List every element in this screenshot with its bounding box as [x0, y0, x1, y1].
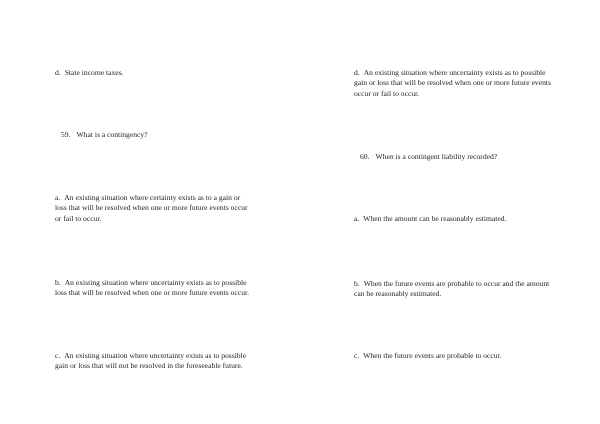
- option-text-line: gain or loss that will not be resolved in the foreseeable future.: [55, 361, 243, 371]
- option-text-line: An existing situation where uncertainty exists as to possible: [64, 278, 247, 287]
- left-option-d: [55, 68, 124, 78]
- question-number: 59.: [61, 130, 71, 139]
- right-option-b: [354, 279, 549, 300]
- option-text-line: An existing situation where uncertainty exists as to possible: [363, 68, 546, 77]
- option-label: b.: [354, 279, 360, 288]
- right-option-d: [354, 68, 551, 99]
- option-text-line: gain or loss that will be resolved when one or more future events: [354, 78, 551, 88]
- right-option-c: [354, 351, 502, 361]
- option-label: a.: [354, 214, 360, 223]
- option-label: b.: [55, 278, 61, 287]
- option-label: d.: [55, 68, 61, 77]
- option-text: When the future events are probable to occur.: [363, 351, 502, 360]
- option-text-line: loss that will be resolved when one or more future events occur.: [55, 288, 250, 298]
- option-label: d.: [354, 68, 360, 77]
- question-60: [360, 152, 497, 162]
- option-text-line: occur or fail to occur.: [354, 88, 420, 98]
- option-label: c.: [55, 351, 61, 360]
- question-number: 60.: [360, 152, 370, 161]
- option-label: c.: [354, 351, 360, 360]
- option-text-line: can be reasonably estimated.: [354, 289, 442, 299]
- right-option-a: [354, 214, 506, 224]
- question-59: [61, 130, 148, 140]
- option-text-line: An existing situation where uncertainty exists as to possible: [64, 351, 247, 360]
- left-option-c: [55, 351, 246, 372]
- option-text: When the amount can be reasonably estimated.: [363, 214, 507, 223]
- option-label: a.: [55, 193, 61, 202]
- option-text-line: An existing situation where certainty exists as to a gain or: [64, 193, 241, 202]
- option-text-line: loss that will be resolved when one or more future events occur: [55, 203, 248, 213]
- question-text: What is a contingency?: [76, 130, 148, 139]
- option-text-line: or fail to occur.: [55, 213, 102, 223]
- option-text-line: When the future events are probable to occur and the amount: [363, 279, 550, 288]
- option-text: State income taxes.: [64, 68, 124, 77]
- left-option-a: [55, 193, 248, 224]
- left-option-b: [55, 278, 249, 299]
- question-text: When is a contingent liability recorded?: [375, 152, 498, 161]
